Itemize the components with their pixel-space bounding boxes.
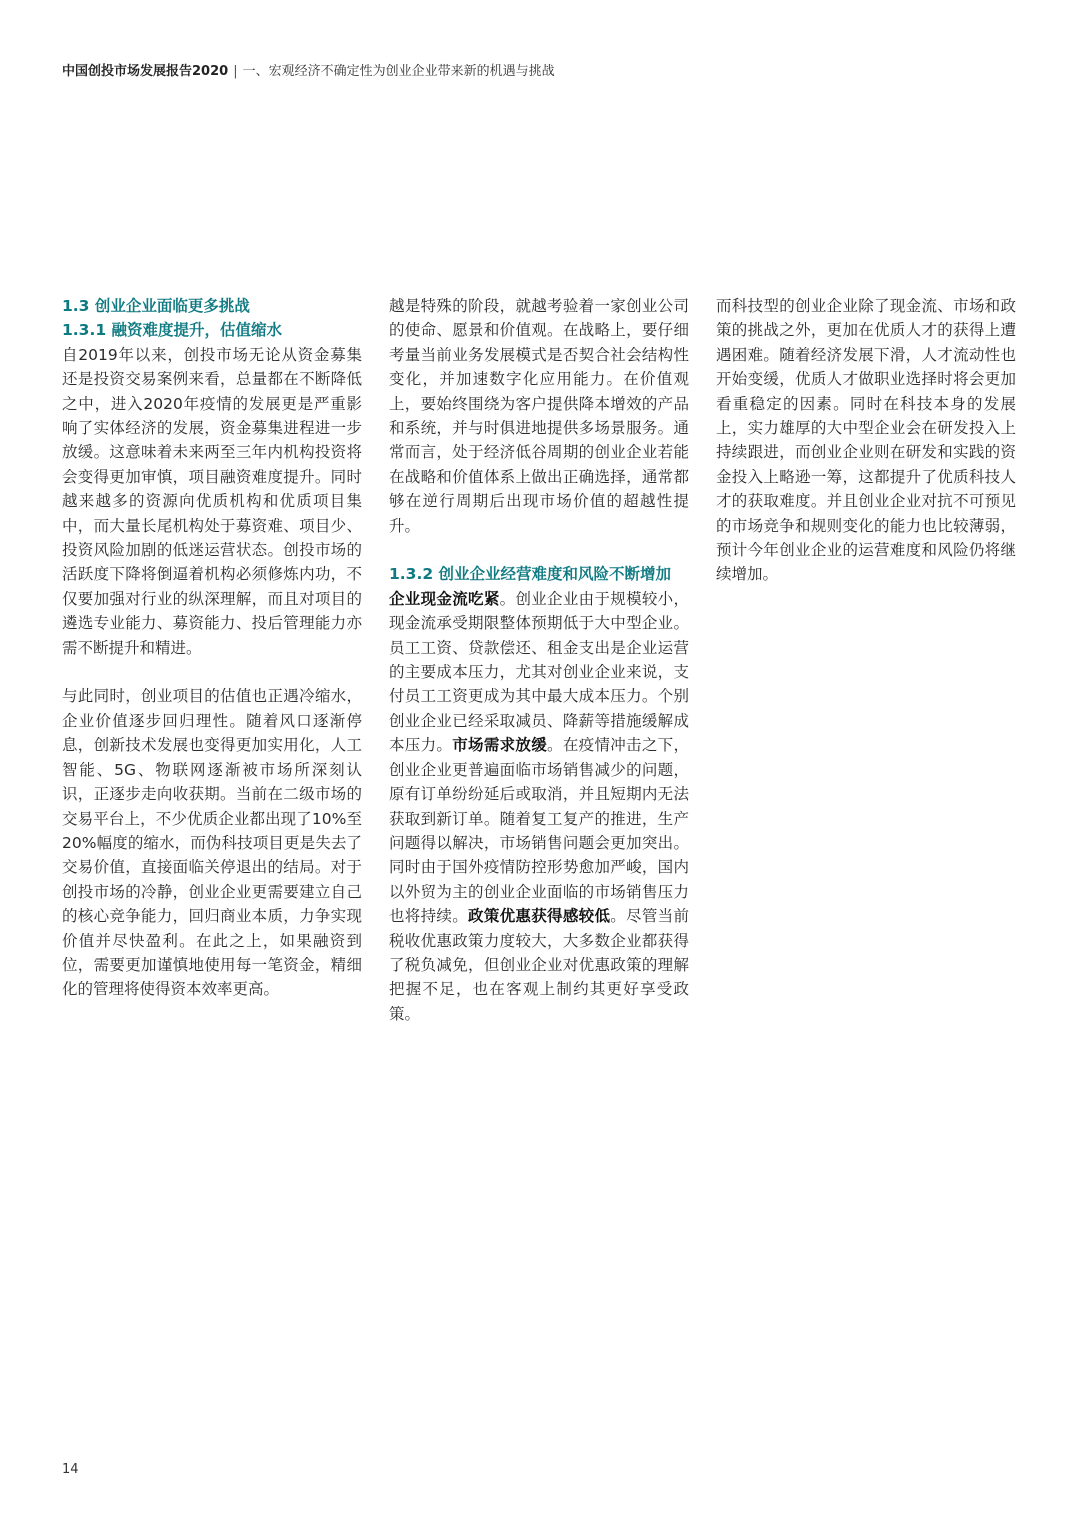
lead-cashflow: 企业现金流吃紧: [389, 589, 500, 608]
column-3: [716, 294, 1016, 587]
chapter-title: 一、宏观经济不确定性为创业企业带来新的机遇与挑战: [242, 64, 555, 79]
subsection-heading-2: 1.3.2 创业企业经营难度和风险不断增加: [389, 565, 672, 584]
text-demand: 。在疫情冲击之下，创业企业更普遍面临市场销售减少的问题，原有订单纷纷延后或取消，并且短期内无法获取到新订单。随着复工复产的推进，生产问题得以解决，市场销售问题会更加突出。同时由于国外疫情防控形势愈加严峻，国内以外贸为主的创业企业面临的市场销售压力也将持续。: [389, 736, 689, 926]
lead-demand: 市场需求放缓: [452, 736, 548, 755]
column-1: [62, 294, 362, 1002]
text-cashflow: 。创业企业由于规模较小，现金流承受期限整体预期低于大中型企业。员工工资、贷款偿还、租金支出是企业运营的主要成本压力，尤其对创业企业来说，支付员工工资更成为其中最大成本压力。个别创业企业已经采取减员、降薪等措施缓解成本压力。: [389, 589, 689, 755]
report-title: 中国创投市场发展报告2020: [62, 64, 229, 79]
paragraph-5: 而科技型的创业企业除了现金流、市场和政策的挑战之外，更加在优质人才的获得上遭遇困难。随着经济发展下滑，人才流动性也开始变缓，优质人才做职业选择时将会更加看重稳定的因素。同时在科技本身的发展上，实力雄厚的大中型企业会在研发投入上持续跟进，而创业企业则在研发和实践的资金投入上略逊一筹，这都提升了优质科技人才的获取难度。并且创业企业对抗不可预见的市场竞争和规则变化的能力也比较薄弱，预计今年创业企业的运营难度和风险仍将继续增加。: [716, 297, 1016, 584]
header-separator: |: [233, 64, 238, 79]
section-heading: 1.3 创业企业面临更多挑战: [62, 297, 250, 315]
lead-policy: 政策优惠获得感较低: [468, 907, 611, 926]
paragraph-3: 越是特殊的阶段，就越考验着一家创业公司的使命、愿景和价值观。在战略上，要仔细考量当前业务发展模式是否契合社会结构性变化，并加速数字化应用能力。在价值观上，要始终围绕为客户提供降本增效的产品和系统，并与时俱进地提供多场景服务。通常而言，处于经济低谷周期的创业企业若能在战略和价值体系上做出正确选择，通常都够在逆行周期后出现市场价值的超越性提升。: [389, 297, 689, 535]
running-header: [62, 60, 555, 79]
page-number: 14: [62, 1462, 79, 1477]
column-2: [389, 294, 689, 1026]
paragraph-4: [389, 587, 689, 1026]
paragraph-1: 自2019年以来，创投市场无论从资金募集还是投资交易案例来看，总量都在不断降低之中，进入2020年疫情的发展更是严重影响了实体经济的发展，资金募集进程进一步放缓。这意味着未来两至三年内机构投资将会变得更加审慎，项目融资难度提升。同时越来越多的资源向优质机构和优质项目集中，而大量长尾机构处于募资难、项目少、投资风险加剧的低迷运营状态。创投市场的活跃度下降将倒逼着机构必须修炼内功，不仅要加强对行业的纵深理解，而且对项目的遴选专业能力、募资能力、投后管理能力亦需不断提升和精进。: [62, 345, 362, 657]
text-policy: 。尽管当前税收优惠政策力度较大，大多数企业都获得了税负减免，但创业企业对优惠政策的理解把握不足，也在客观上制约其更好享受政策。: [389, 907, 689, 1023]
subsection-heading-1: 1.3.1 融资难度提升，估值缩水: [62, 321, 283, 340]
paragraph-2: 与此同时，创业项目的估值也正遇冷缩水，企业价值逐步回归理性。随着风口逐渐停息，创新技术发展也变得更加实用化，人工智能、5G、物联网逐渐被市场所深刻认识，正逐步走向收获期。当前在二级市场的交易平台上，不少优质企业都出现了10%至20%幅度的缩水，而伪科技项目更是失去了交易价值，直接面临关停退出的结局。对于创投市场的冷静，创业企业更需要建立自己的核心竞争能力，回归商业本质，力争实现价值并尽快盈利。在此之上，如果融资到位，需要更加谨慎地使用每一笔资金，精细化的管理将使得资本效率更高。: [62, 687, 362, 999]
